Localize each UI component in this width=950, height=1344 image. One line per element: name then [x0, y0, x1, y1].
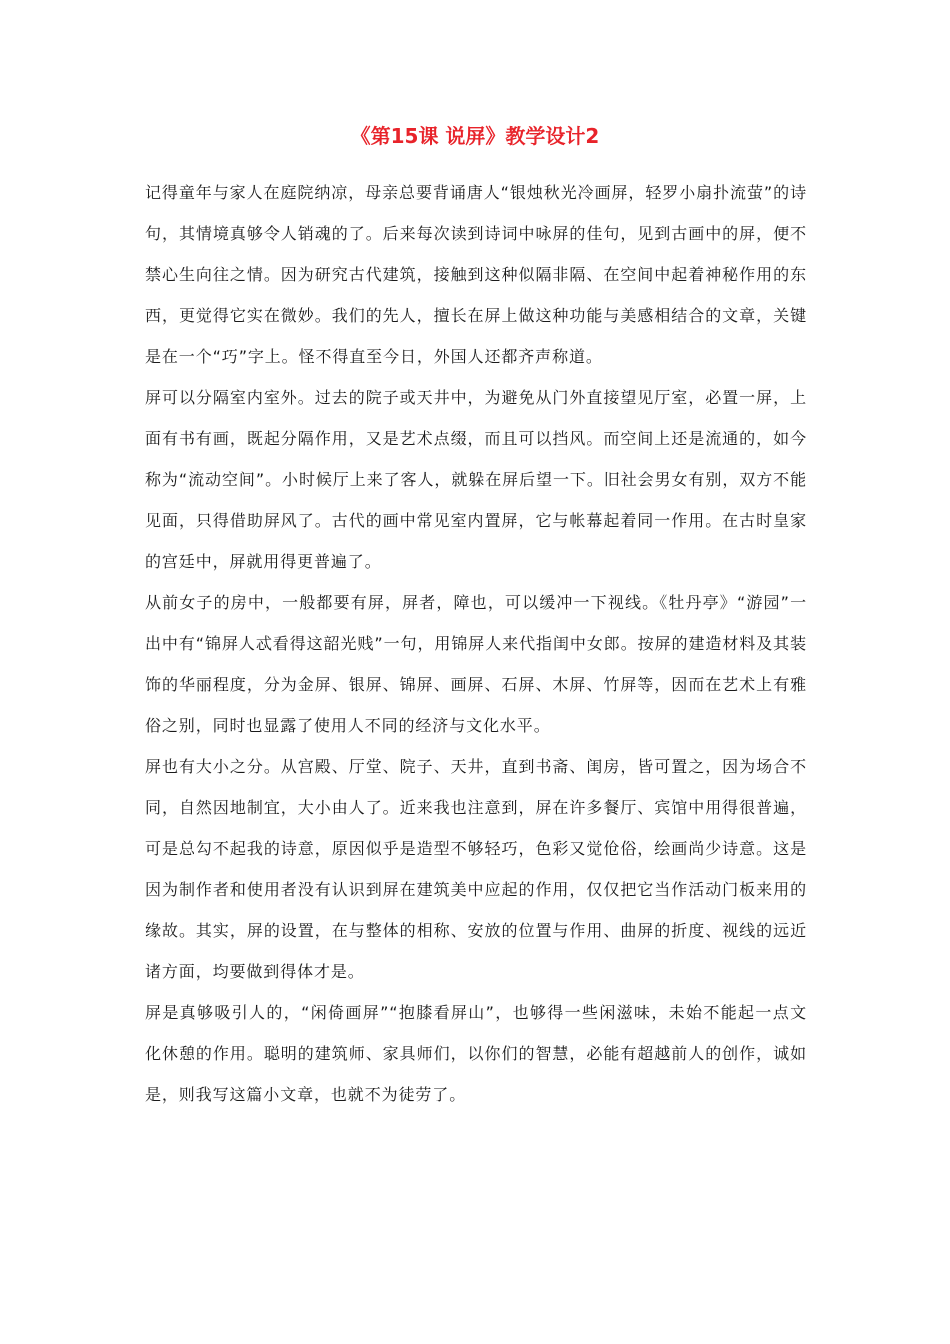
paragraph-1: 记得童年与家人在庭院纳凉，母亲总要背诵唐人“银烛秋光冷画屏，轻罗小扇扑流萤”的诗句，其情境真够令人销魂的了。后来每次读到诗词中咏屏的佳句，见到古画中的屏，便不禁心生向往之情。因为研究古代建筑，接触到这种似隔非隔、在空间中起着神秘作用的东西，更觉得它实在微妙。我们的先人，擅长在屏上做这种功能与美感相结合的文章，关键是在一个“巧”字上。怪不得直至今日，外国人还都齐声称道。	[145, 183, 807, 366]
paragraph-4: 屏也有大小之分。从宫殿、厅堂、院子、天井，直到书斋、闺房，皆可置之，因为场合不同，自然因地制宜，大小由人了。近来我也注意到，屏在许多餐厅、宾馆中用得很普遍，可是总勾不起我的诗意，原因似乎是造型不够轻巧，色彩又觉伧俗，绘画尚少诗意。这是因为制作者和使用者没有认识到屏在建筑美中应起的作用，仅仅把它当作活动门板来用的缘故。其实，屏的设置，在与整体的相称、安放的位置与作用、曲屏的折度、视线的远近诸方面，均要做到得体才是。	[145, 757, 807, 981]
document-title: 《第15课 说屏》教学设计2	[350, 124, 600, 148]
paragraph-5: 屏是真够吸引人的，“闲倚画屏”“抱膝看屏山”，也够得一些闲滋味，未始不能起一点文化休憩的作用。聪明的建筑师、家具师们，以你们的智慧，必能有超越前人的创作，诚如是，则我写这篇小文章，也就不为徒劳了。	[145, 1003, 807, 1104]
document-body	[145, 172, 807, 1115]
paragraph-2: 屏可以分隔室内室外。过去的院子或天井中，为避免从门外直接望见厅室，必置一屏，上面有书有画，既起分隔作用，又是艺术点缀，而且可以挡风。而空间上还是流通的，如今称为“流动空间”。小时候厅上来了客人，就躲在屏后望一下。旧社会男女有别，双方不能见面，只得借助屏风了。古代的画中常见室内置屏，它与帐幕起着同一作用。在古时皇家的宫廷中，屏就用得更普遍了。	[145, 388, 807, 571]
paragraph-3: 从前女子的房中，一般都要有屏，屏者，障也，可以缓冲一下视线。《牡丹亭》“游园”一出中有“锦屏人忒看得这韶光贱”一句，用锦屏人来代指闺中女郎。按屏的建造材料及其装饰的华丽程度，分为金屏、银屏、锦屏、画屏、石屏、木屏、竹屏等，因而在艺术上有雅俗之别，同时也显露了使用人不同的经济与文化水平。	[145, 593, 807, 735]
